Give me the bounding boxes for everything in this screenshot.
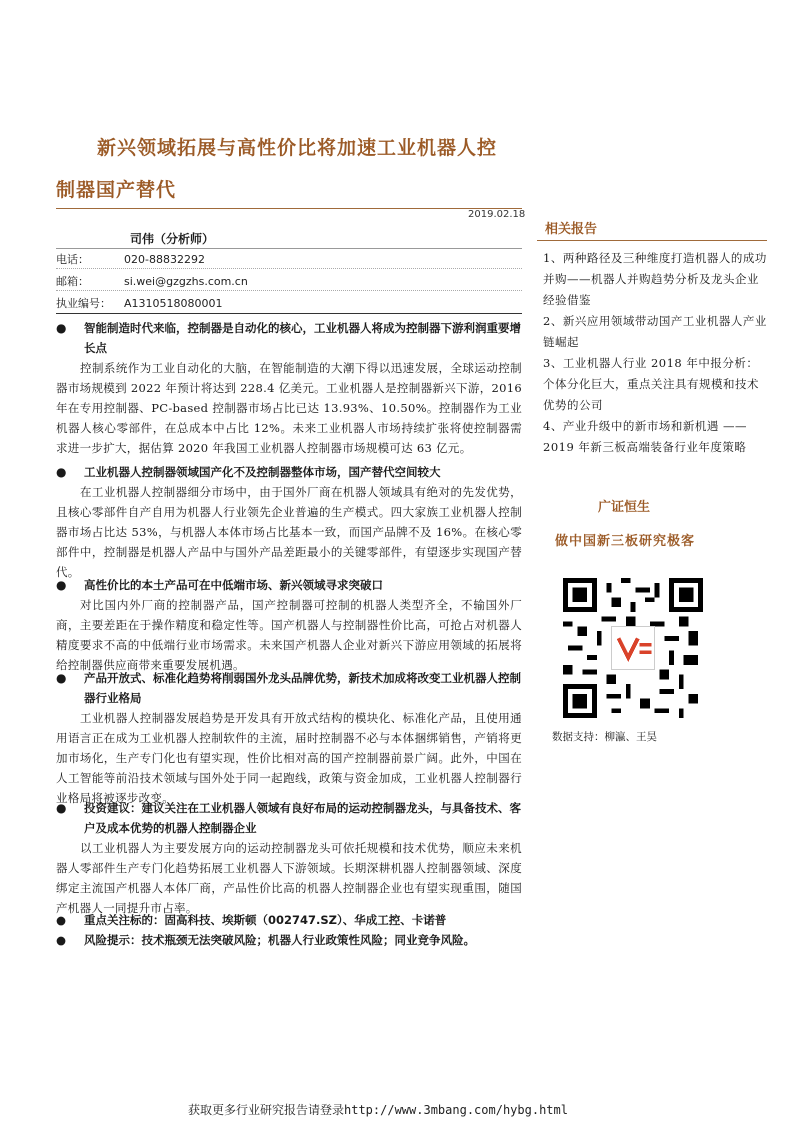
section-5 bbox=[56, 798, 522, 918]
contact-license-label: 执业编号： bbox=[56, 297, 111, 310]
section-4 bbox=[56, 668, 522, 808]
qr-code-icon bbox=[563, 578, 703, 718]
section-body: 工业机器人控制器发展趋势是开发具有开放式结构的模块化、标准化产品，且使用通用语言正在成为工业机器人控制软件的主流，届时控制器不必与本体捆绑销售，产销将更加市场化，生产专门化也有望实现，性价比相对高的国产控制器前景广阔。此外，中国在人工智能等前沿技术领域与国外处于同一起跑线，政策与资金加成，工业机器人控制器行业格局将被逐步改变。 bbox=[56, 711, 522, 805]
section-1 bbox=[56, 318, 522, 458]
contact-separator bbox=[56, 290, 522, 291]
related-report-item[interactable]: 1、两种路径及三种维度打造机器人的成功并购——机器人并购趋势分析及龙头企业经验借鉴 bbox=[543, 251, 767, 307]
contact-separator bbox=[56, 268, 522, 269]
related-report-item[interactable]: 2、新兴应用领域带动国产工业机器人产业链崛起 bbox=[543, 314, 767, 349]
brand-slogan: 做中国新三板研究极客 bbox=[555, 534, 696, 549]
brand-name: 广证恒生 bbox=[598, 500, 651, 515]
focus-stocks-text: 重点关注标的：固高科技、埃斯顿（002747.SZ）、华成工控、卡诺普 bbox=[84, 913, 447, 927]
footer-link[interactable]: 获取更多行业研究报告请登录http://www.3mbang.com/hybg.html bbox=[188, 1103, 568, 1117]
contact-phone-value: 020-88832292 bbox=[124, 253, 205, 266]
contact-email-value[interactable]: si.wei@gzgzhs.com.cn bbox=[124, 275, 248, 288]
bullet-icon: ● bbox=[56, 913, 67, 927]
section-heading: ● 高性价比的本土产品可在中低端市场、新兴领域寻求突破口 bbox=[56, 575, 522, 595]
section-heading: ● 工业机器人控制器领域国产化不及控制器整体市场，国产替代空间较大 bbox=[56, 462, 522, 482]
report-title-line2: 制器国产替代 bbox=[56, 179, 177, 201]
risk-warning bbox=[56, 930, 536, 950]
focus-stocks bbox=[56, 910, 536, 930]
contact-email-label: 邮箱： bbox=[56, 275, 89, 288]
bullet-icon: ● bbox=[56, 321, 67, 335]
contact-license-value: A1310518080001 bbox=[124, 297, 223, 310]
contact-phone bbox=[56, 251, 205, 267]
section-heading: ● 智能制造时代来临，控制器是自动化的核心，工业机器人将成为控制器下游利润重要增长点 bbox=[56, 318, 522, 358]
bullet-icon: ● bbox=[56, 933, 67, 947]
section-2 bbox=[56, 462, 522, 582]
report-title-line1: 新兴领域拓展与高性价比将加速工业机器人控 bbox=[97, 137, 498, 159]
section-body: 以工业机器人为主要发展方向的运动控制器龙头可依托规模和技术优势，顺应未来机器人零部件生产专门化趋势拓展工业机器人下游领域。长期深耕机器人控制器领域、深度绑定主流国产机器人本体厂商，产品性价比高的机器人控制器企业也有望实现重围，随国产机器人一同提升市占率。 bbox=[56, 841, 522, 915]
bullet-icon: ● bbox=[56, 578, 67, 592]
bullet-icon: ● bbox=[56, 671, 67, 685]
contact-email bbox=[56, 273, 248, 289]
related-report-item[interactable]: 4、产业升级中的新市场和新机遇 ——2019 年新三板高端装备行业年度策略 bbox=[543, 419, 747, 454]
bullet-icon: ● bbox=[56, 801, 67, 815]
section-heading: ● 投资建议：建议关注在工业机器人领域有良好布局的运动控制器龙头，与具备技术、客户及成本优势的机器人控制器企业 bbox=[56, 798, 522, 838]
contact-license bbox=[56, 295, 223, 311]
title-divider bbox=[56, 208, 522, 209]
related-reports-title: 相关报告 bbox=[545, 222, 598, 237]
sidebar-divider bbox=[537, 240, 767, 241]
data-support-credits: 数据支持：柳瀛、王昊 bbox=[552, 731, 657, 743]
contact-phone-label: 电话： bbox=[56, 253, 89, 266]
report-date: 2019.02.18 bbox=[468, 209, 526, 220]
bullet-icon: ● bbox=[56, 465, 67, 479]
section-body: 控制系统作为工业自动化的大脑，在智能制造的大潮下得以迅速发展，全球运动控制器市场规模到 2022 年预计将达到 228.4 亿美元。工业机器人是控制器新兴下游，2016 年在专用控制器、PC-based 控制器市场占比已达 13.93%、10.50%。控制器作为工业机器人核心零部件，在总成本中占比 12%。未来工业机器人市场持续扩张将使控制器需求进一步扩大，据估算 2020 年我国工业机器人控制器市场规模可达 63 亿元。 bbox=[56, 361, 522, 455]
section-3 bbox=[56, 575, 522, 675]
analyst-name: 司伟（分析师） bbox=[130, 232, 215, 246]
section-body: 在工业机器人控制器细分市场中，由于国外厂商在机器人领域具有绝对的先发优势，且核心零部件自产自用为机器人行业领先企业普遍的生产模式。四大家族工业机器人控制器市场占比达 53%，与机器人本体市场占比基本一致，而国产品牌不及 16%。在核心零部件中，控制器是机器人产品中与国外产品差距最小的关键零部件，有望逐步实现国产替代。 bbox=[56, 485, 522, 579]
analyst-divider bbox=[56, 248, 522, 249]
section-heading: ● 产品开放式、标准化趋势将削弱国外龙头品牌优势，新技术加成将改变工业机器人控制器行业格局 bbox=[56, 668, 522, 708]
related-reports-list bbox=[543, 248, 769, 458]
risk-warning-text: 风险提示：技术瓶颈无法突破风险；机器人行业政策性风险；同业竞争风险。 bbox=[84, 933, 475, 947]
section-body: 对比国内外厂商的控制器产品，国产控制器可控制的机器人类型齐全，不输国外厂商，主要差距在于操作精度和稳定性等。国产机器人与控制器性价比高，可抢占对机器人精度要求不高的中低端行业市场需求。未来国产机器人企业对新兴下游应用领域的拓展将给控制器供应商带来重要发展机遇。 bbox=[56, 598, 522, 672]
main-divider bbox=[56, 313, 522, 314]
related-report-item[interactable]: 3、工业机器人行业 2018 年中报分析：个体分化巨大，重点关注具有规模和技术优势的公司 bbox=[543, 356, 759, 412]
